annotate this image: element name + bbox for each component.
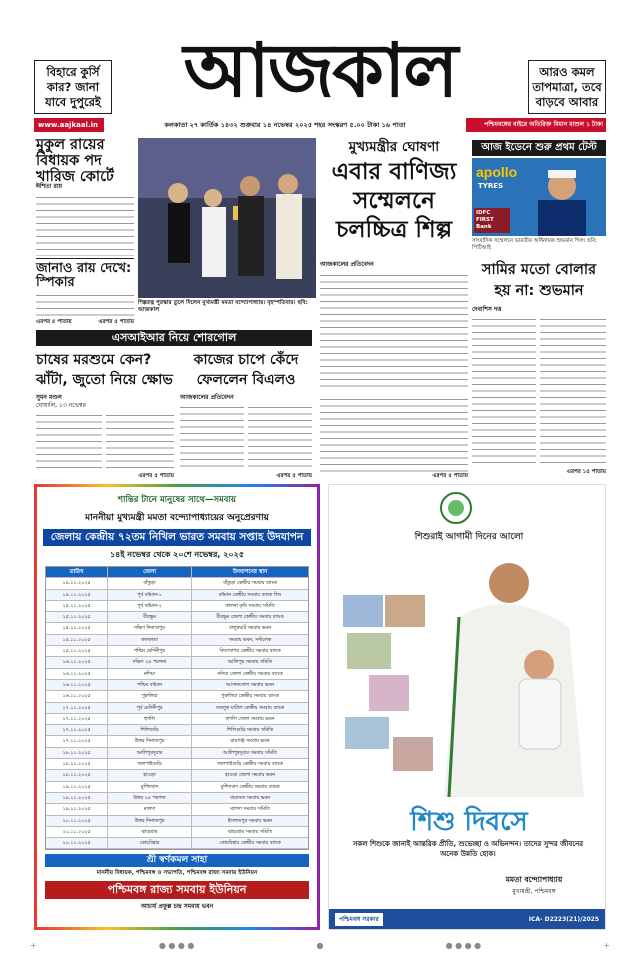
table-body <box>46 578 308 849</box>
table-cell-venue: কালনা কৃষি সমবায় সমিতি <box>225 603 275 609</box>
table-cell-venue: বাঁকুড়া কেন্দ্রীয় সমবায় ব্যাংক <box>223 581 277 587</box>
table-cell-date: ১৫.১১.২০২৫ <box>46 635 108 645</box>
table-cell-date: ১৮.১১.২০২৫ <box>46 759 108 769</box>
spikar-continued[interactable]: এরপর ৫ পাতায় <box>98 319 134 325</box>
idfc-logo: IDFC FIRST Bank <box>474 208 510 233</box>
table-cell-date: ১৬.১১.২০২৫ <box>46 669 108 679</box>
table-cell-date: ১৯.১১.২০২৫ <box>46 793 108 803</box>
col-district: জেলা <box>108 567 192 577</box>
table-cell-district: আলিপুরদুয়ার <box>108 748 192 758</box>
table-cell-date: ১৭.১১.২০২৫ <box>46 714 108 724</box>
table-cell-district: পশ্চিম মেদিনীপুর <box>108 646 192 656</box>
table-cell-district: বীরভূম <box>108 612 192 622</box>
lead-byline: আজকালের প্রতিবেদন <box>320 261 374 268</box>
table-row <box>46 657 308 668</box>
table-row <box>46 736 308 747</box>
sports-headline[interactable]: সামির মতো বোলার হয় না: শুভমান <box>481 262 597 299</box>
childrens-day-ad[interactable] <box>328 484 606 930</box>
table-cell-district: পুরুলিয়া <box>108 691 192 701</box>
sports-body-col1 <box>472 316 536 466</box>
ad-union: পশ্চিমবঙ্গ রাজ্য সমবায় ইউনিয়ন <box>45 881 309 899</box>
ad-right-footer <box>329 909 605 929</box>
left-story-headline[interactable]: মুকুল রায়ের বিধায়ক পদ খারিজ কোর্টে <box>36 137 114 185</box>
table-cell-venue: তমলুক ঘাটাল কেন্দ্রীয় সমবায় ব্যাংক <box>215 705 285 711</box>
table-cell-venue: পুরুলিয়া কেন্দ্রীয় সমবায় ব্যাংক <box>221 694 279 700</box>
table-cell-district: উত্তর দিনাজপুর <box>108 816 192 826</box>
table-cell-venue: বর্ধমান কেন্দ্রীয় সমবায় ব্যাংক লিঃ <box>218 592 282 598</box>
table-cell-district: দক্ষিণ ২৪ পরগনা <box>108 657 192 667</box>
table-cell-venue: কোচবিহার কেন্দ্রীয় সমবায় ব্যাংক <box>219 841 281 847</box>
table-cell-district: পূর্ব বর্ধমান-২ <box>108 601 192 611</box>
table-cell-district: শিলিগুড়ি <box>108 725 192 735</box>
website-link[interactable]: www.aajkaal.in <box>38 121 99 129</box>
tea-body-col1 <box>36 412 102 472</box>
sports-caption: সাংবাদিক সম্মেলনে ভারতীয় অধিনায়ক শুভমান গিল। ছবি: পিটিআই <box>472 238 597 251</box>
blo-byline: আজকালের প্রতিবেদন <box>180 394 234 401</box>
ad-right-code: ICA- D2223(21)/2025 <box>528 915 599 923</box>
table-row <box>46 770 308 781</box>
awards-photo <box>138 138 316 298</box>
table-cell-date: ১৮.১১.২০২৫ <box>46 748 108 758</box>
table-row <box>46 838 308 849</box>
masthead-title[interactable]: আজকাল <box>183 28 457 114</box>
table-row <box>46 782 308 793</box>
table-row <box>46 725 308 736</box>
table-row <box>46 827 308 838</box>
table-cell-district: হাওড়া <box>108 770 192 780</box>
table-row <box>46 601 308 612</box>
dateline-date: কলকাতা ২৭ কার্তিক ১৪৩২ শুক্রবার ১৪ নভেম্বর ২০২৫ শহর সংস্করণ ৫.০০ টাকা ১৬ পাতা <box>104 118 466 132</box>
table-row <box>46 612 308 623</box>
sports-byline: দেবাশিস দত্ত <box>472 306 502 313</box>
table-cell-district: মালদা <box>108 804 192 814</box>
table-cell-district: বাঁকুড়া <box>108 578 192 588</box>
sports-banner[interactable]: আজ ইডেনে শুরু প্রথম টেস্ট <box>472 140 606 156</box>
left-story-byline: ঈশিতা রায় <box>36 183 63 190</box>
table-cell-date: ১৫.১১.২০২৫ <box>46 646 108 656</box>
table-cell-district: ঝাড়গ্রাম <box>108 827 192 837</box>
table-cell-date: ১৭.১১.২০২৫ <box>46 725 108 735</box>
table-row <box>46 635 308 646</box>
table-row <box>46 691 308 702</box>
table-cell-venue: মালদা সমবায় সমিতি <box>230 807 270 813</box>
ad-right-name: মমতা বন্দ্যোপাধ্যায় <box>505 875 563 884</box>
table-cell-date: ১৯.১১.২০২৫ <box>46 782 108 792</box>
table-row <box>46 759 308 770</box>
table-cell-district: নদিয়া <box>108 669 192 679</box>
spikar-headline[interactable]: জানাও রায় দেখে: স্পিকার <box>36 261 132 291</box>
table-cell-date: ১৭.১১.২০২৫ <box>46 736 108 746</box>
sports-continued[interactable]: এরপর ১৫ পাতায় <box>566 469 606 475</box>
table-cell-date: ২০.১১.২০২৫ <box>46 827 108 837</box>
table-cell-date: ২০.১১.২০২৫ <box>46 816 108 826</box>
table-cell-venue: আলিপুরদুয়ার সমবায় সমিতি <box>223 750 277 756</box>
col-venue: উদযাপনের স্থান <box>232 569 268 575</box>
table-cell-district: পূর্ব বর্ধমান-১ <box>108 590 192 600</box>
table-cell-district: কোচবিহার <box>108 838 192 848</box>
sir-banner[interactable]: এসআইআর নিয়ে শোরগোল <box>36 330 312 346</box>
photo-caption: শিল্পরত্ন পুরস্কার তুলে দিলেন মুখ্যমন্ত্রী মমতা বন্দ্যোপাধ্যায়। বৃহস্পতিবার। ছবি: আজকাল <box>138 300 308 314</box>
table-cell-date: ১৬.১১.২০২৫ <box>46 657 108 667</box>
table-cell-date: ১৯.১১.২০২৫ <box>46 804 108 814</box>
table-row <box>46 804 308 815</box>
lead-headline[interactable]: এবার বাণিজ্য সম্মেলনে চলচ্চিত্র শিল্প <box>331 159 457 243</box>
ad-right-message: সকল শিশুকে জানাই আন্তরিক প্রীতি, শুভেচ্ছা ও অভিনন্দন। তাদের সুন্দর জীবনের অনেক উন্নতি হোক। <box>352 840 584 858</box>
ad-title: জেলায় কেন্দ্রীয় ৭২তম নিখিল ভারত সমবায় সপ্তাহ উদযাপন <box>43 529 311 546</box>
table-cell-venue: আলিপুর সমবায় সমিতি <box>227 660 273 666</box>
spikar-body <box>36 292 134 318</box>
ad-slogan: শান্তির টানে মানুষের সাথে—সমবায় <box>118 495 236 505</box>
table-cell-venue: ইসলামপুর সমবায় ভবন <box>227 818 273 824</box>
awards-photo-illustration <box>138 138 316 298</box>
table-cell-venue: মুর্শিদাবাদ কেন্দ্রীয় সমবায় ব্যাংক <box>220 784 280 790</box>
table-cell-venue: হাওড়া জেলা সমবায় ভবন <box>225 773 275 779</box>
ad-inspiration: মাননীয়া মুখ্যমন্ত্রী মমতা বন্দ্যোপাধ্যায়ের অনুপ্রেরণায় <box>85 513 269 523</box>
left-ear-box[interactable] <box>34 60 112 114</box>
ad-tagline: শিশুরাই আগামী দিনের আলো <box>414 532 524 542</box>
blo-continued[interactable]: এরপর ৫ পাতায় <box>276 473 312 479</box>
table-row <box>46 748 308 759</box>
player-portrait <box>522 164 602 236</box>
table-cell-date: ১৫.১১.২০২৫ <box>46 601 108 611</box>
table-cell-venue: রায়গঞ্জ সমবায় ভবন <box>230 739 270 745</box>
table-cell-venue: বিদ্যাসাগর কেন্দ্রীয় সমবায় ব্যাংক <box>219 649 281 655</box>
table-row <box>46 816 308 827</box>
blo-body-col2 <box>248 404 312 472</box>
table-cell-district: পূর্ব মেদিনীপুর <box>108 703 192 713</box>
left-ear-text: বিহারে কুর্সি কার? জানা যাবে দুপুরেই <box>45 65 101 109</box>
col-date: তারিখ <box>46 567 108 577</box>
apollo-logo: apollo <box>476 164 518 180</box>
table-cell-district: জলপাইগুড়ি <box>108 759 192 769</box>
table-cell-date: ১৮.১১.২০২৫ <box>46 770 108 780</box>
table-cell-venue: বারাসত সমবায় ভবন <box>230 795 270 801</box>
ad-right-role: মুখ্যমন্ত্রী, পশ্চিমবঙ্গ <box>512 888 556 895</box>
schedule-table <box>45 566 309 850</box>
govt-seal-icon <box>439 491 473 525</box>
cm-with-child-illustration <box>339 547 599 797</box>
divider <box>36 258 134 259</box>
table-row <box>46 623 308 634</box>
lead-continued[interactable]: এরপর ৫ পাতায় <box>432 473 468 479</box>
lead-body-bottom <box>320 396 468 472</box>
table-cell-district: দক্ষিণ দিনাজপুর <box>108 623 192 633</box>
table-row <box>46 646 308 657</box>
blo-body-col1 <box>180 404 244 472</box>
lead-body <box>320 272 468 392</box>
table-cell-date: ১৪.১১.২০২৫ <box>46 578 108 588</box>
table-cell-venue: আসানসোল সমবায় ভবন <box>226 682 274 688</box>
ad-dates: ১৪ই নভেম্বর থেকে ২০শে নভেম্বর, ২০২৫ <box>109 550 245 559</box>
table-cell-district: হুগলি <box>108 714 192 724</box>
left-story-body <box>36 194 134 256</box>
tyres-logo: TYRES <box>478 182 504 190</box>
tea-place: ঘোষালি, ১৩ নভেম্বর <box>36 402 86 409</box>
table-cell-district: কলকাতা <box>108 635 192 645</box>
table-cell-venue: বালুরঘাট সমবায় ভবন <box>228 626 272 632</box>
table-cell-district: মুর্শিদাবাদ <box>108 782 192 792</box>
left-story-continued[interactable]: এরপর ৫ পাতায় <box>36 319 72 325</box>
tea-continued[interactable]: এরপর ৫ পাতায় <box>138 473 174 479</box>
cooperative-ad[interactable] <box>34 484 320 930</box>
table-row <box>46 680 308 691</box>
sports-photo <box>472 158 606 236</box>
table-row <box>46 578 308 589</box>
table-cell-venue: শিলিগুড়ি সমবায় সমিতি <box>226 728 274 734</box>
table-header <box>46 567 308 578</box>
table-cell-venue: জলপাইগুড়ি কেন্দ্রীয় সমবায় ব্যাংক <box>217 762 283 768</box>
dateline-bar <box>34 118 606 132</box>
ad-signatory: শ্রী স্বর্ণকমল সাহা <box>45 854 309 867</box>
ad-right-title: শিশু দিবসে <box>410 807 528 837</box>
right-ear-text: আরও কমল তাপমাত্রা, তবে বাড়বে আবার <box>532 65 602 109</box>
table-cell-date: ১৭.১১.২০২৫ <box>46 703 108 713</box>
table-cell-district: উত্তর দিনাজপুর <box>108 736 192 746</box>
table-cell-venue: সমবায় ভবন, সল্টলেক <box>228 637 272 643</box>
tea-body-col2 <box>106 412 174 472</box>
table-cell-venue: নদিয়া জেলা কেন্দ্রীয় সমবায় ব্যাংক <box>217 671 283 677</box>
ad-right-footer-text: পশ্চিমবঙ্গ সরকার <box>335 913 383 926</box>
table-cell-venue: হুগলি জেলা সমবায় ভবন <box>225 716 275 722</box>
table-cell-date: ১৫.১১.২০২৫ <box>46 612 108 622</box>
tea-headline[interactable]: চাষের মরশুমে কেন? ঝাঁটা, জুতো নিয়ে ক্ষোভ <box>36 352 173 388</box>
price-note: পশ্চিমবঙ্গের বাইরে অতিরিক্ত বিমান মাশুল ১ টাকা <box>484 121 603 128</box>
table-cell-date: ১৬.১১.২০২৫ <box>46 680 108 690</box>
ad-designation: মাননীয় বিধায়ক, পশ্চিমবঙ্গ ও সভাপতি, পশ্চিমবঙ্গ রাজ্য সমবায় ইউনিয়ন <box>96 870 258 877</box>
ad-union-sub: আচার্য প্রফুল্ল চন্দ্র সমবায় ভবন <box>140 903 214 911</box>
sports-body-col2 <box>540 316 606 466</box>
table-cell-venue: বীরভূম জেলা কেন্দ্রীয় সমবায় ব্যাংক <box>216 615 284 621</box>
table-row <box>46 590 308 601</box>
table-cell-district: উত্তর ২৪ পরগনা <box>108 793 192 803</box>
table-row <box>46 793 308 804</box>
right-ear-box[interactable] <box>528 60 606 114</box>
registration-marks: + ● ● ● ● ● ● ● ● ● + <box>30 940 610 950</box>
table-cell-date: ১৬.১১.২০২৫ <box>46 691 108 701</box>
tea-byline: সুমন মণ্ডল <box>36 394 62 401</box>
table-cell-date: ১৪.১১.২০২৫ <box>46 590 108 600</box>
table-cell-date: ২০.১১.২০২৫ <box>46 838 108 848</box>
table-cell-district: পশ্চিম বর্ধমান <box>108 680 192 690</box>
table-cell-venue: ঝাড়গ্রাম সমবায় সমিতি <box>227 829 273 835</box>
table-row <box>46 714 308 725</box>
lead-kicker: মুখ্যমন্ত্রীর ঘোষণা <box>348 139 440 155</box>
table-row <box>46 703 308 714</box>
table-row <box>46 669 308 680</box>
table-cell-date: ১৫.১১.২০২৫ <box>46 623 108 633</box>
blo-headline[interactable]: কাজের চাপে কেঁদে ফেললেন বিএলও <box>193 352 299 388</box>
